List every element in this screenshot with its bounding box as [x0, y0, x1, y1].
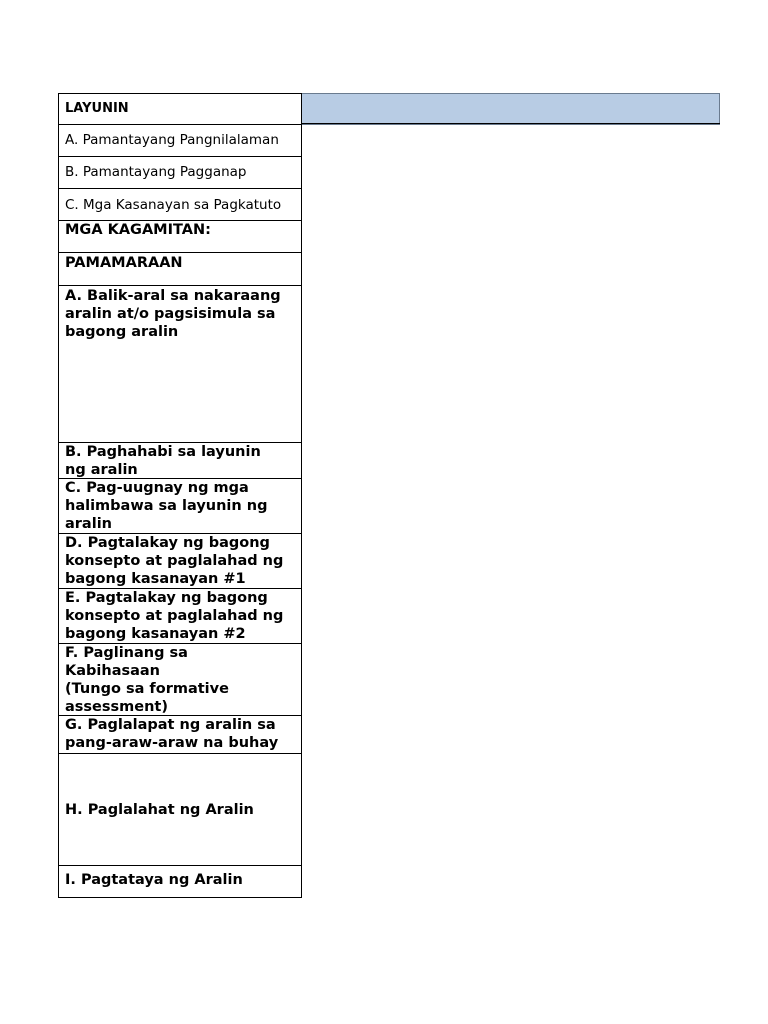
row-pamantayang-pagganap [58, 157, 302, 189]
layunin-label: LAYUNIN [65, 101, 129, 116]
row-pagtalakay-2 [58, 589, 302, 644]
row-label: MGA KAGAMITAN: [65, 222, 211, 238]
row-label: D. Pagtalakay ng bagong konsepto at paglalahad ng bagong kasanayan #1 [65, 535, 284, 587]
row-label: A. Pamantayang Pangnilalaman [65, 132, 279, 148]
row-balik-aral [58, 286, 302, 443]
row-label: F. Paglinang sa Kabihasaan (Tungo sa formative assessment) [65, 645, 229, 715]
row-pamamaraan [58, 253, 302, 286]
row-label: A. Balik-aral sa nakaraang aralin at/o pagsisimula sa bagong aralin [65, 288, 281, 340]
row-paghahabi [58, 443, 302, 479]
row-layunin-header [58, 93, 302, 125]
row-paglalahat [58, 754, 302, 866]
row-pagtataya [58, 866, 302, 898]
row-label: G. Paglalapat ng aralin sa pang-araw-araw na buhay [65, 717, 279, 751]
row-label: B. Paghahabi sa layunin ng aralin [65, 444, 261, 478]
row-label: I. Pagtataya ng Aralin [65, 872, 243, 888]
row-pag-uugnay [58, 479, 302, 534]
row-pagtalakay-1 [58, 534, 302, 589]
row-label: H. Paglalahat ng Aralin [65, 801, 254, 818]
row-kasanayan-sa-pagkatuto [58, 189, 302, 221]
row-pamantayang-pangnilalaman [58, 125, 302, 157]
row-mga-kagamitan [58, 221, 302, 253]
row-label: PAMAMARAAN [65, 255, 183, 271]
row-paglinang [58, 644, 302, 716]
row-label: C. Pag-uugnay ng mga halimbawa sa layunin ng aralin [65, 480, 268, 532]
layunin-header-fill [302, 93, 720, 125]
row-label: E. Pagtalakay ng bagong konsepto at paglalahad ng bagong kasanayan #2 [65, 590, 284, 642]
row-paglalapat [58, 716, 302, 754]
row-label: B. Pamantayang Pagganap [65, 164, 247, 180]
header-bottom-line [302, 123, 720, 124]
row-label: C. Mga Kasanayan sa Pagkatuto [65, 197, 282, 213]
